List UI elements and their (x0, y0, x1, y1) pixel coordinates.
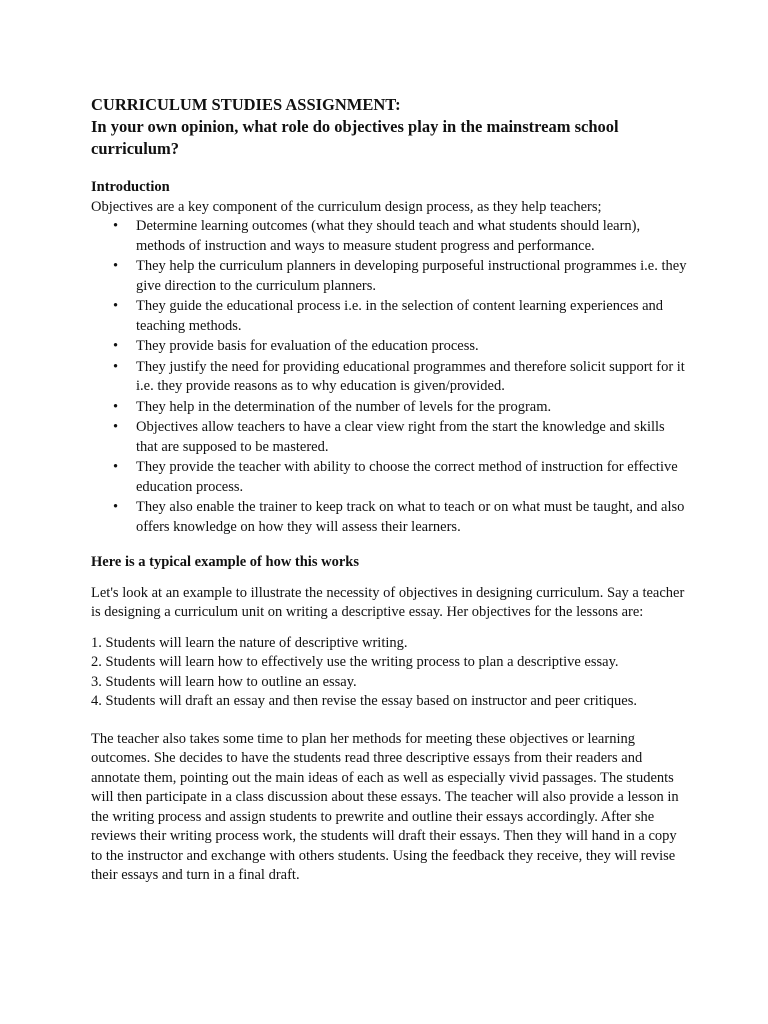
list-item-text: They help the curriculum planners in developing purposeful instructional programmes i.e. they give direction to the curriculum planners. (136, 258, 687, 294)
list-item-text: They also enable the trainer to keep track on what to teach or on what must be taught, and also offers knowledge on how they will assess their learners. (136, 499, 685, 535)
list-item-text: Determine learning outcomes (what they should teach and what students should learn), methods of instruction and ways to measure student progress and performance. (136, 218, 641, 254)
list-item-text: They guide the educational process i.e. in the selection of content learning experiences and teaching methods. (136, 298, 664, 334)
example-heading: Here is a typical example of how this works (91, 554, 359, 570)
list-item (91, 217, 688, 256)
bullet-icon: • (113, 459, 119, 475)
bullet-icon: • (113, 218, 119, 234)
list-item-text: They help in the determination of the number of levels for the program. (136, 398, 552, 415)
list-item (91, 458, 688, 497)
bullet-icon: • (113, 419, 119, 435)
introduction-heading: Introduction (91, 179, 170, 195)
document-title: CURRICULUM STUDIES ASSIGNMENT: (91, 95, 401, 114)
list-item (91, 398, 688, 418)
bullet-icon: • (113, 499, 119, 515)
list-item (91, 358, 688, 397)
bullet-icon: • (113, 358, 119, 375)
list-item (91, 498, 688, 537)
list-item-text: They provide the teacher with ability to choose the correct method of instruction for effective education process. (136, 459, 678, 495)
objective-item: 2. Students will learn how to effectively use the writing process to plan a descriptive essay. (91, 654, 619, 670)
list-item-text: They justify the need for providing educational programmes and therefore solicit support for it i.e. they provide reasons as to why education is given/provided. (136, 358, 685, 394)
objective-item: 3. Students will learn how to outline an essay. (91, 673, 357, 690)
objective-item: 1. Students will learn the nature of descriptive writing. (91, 634, 408, 651)
list-item-text: They provide basis for evaluation of the education process. (136, 338, 479, 354)
lesson-objectives-list (91, 634, 688, 712)
example-closing-paragraph: The teacher also takes some time to plan her methods for meeting these objectives or learning outcomes. She decides to have the students read three descriptive essays from their readers and annotate them, pointing out the main ideas of each as well as especially vivid passages. The students will then participate in a class discussion about these essays. The teacher will also provide a lesson in the writing process and assign students to prewrite and outline their essays accordingly. After she reviews their writing process work, the students will draft their essays. Then they will hand in a copy to the instructor and exchange with others students. Using the feedback they receive, they will revise their essays and turn in a final draft. (91, 730, 679, 883)
list-item (91, 297, 688, 336)
bullet-icon: • (113, 258, 119, 274)
bullet-icon: • (113, 398, 119, 415)
objectives-role-list (91, 217, 688, 537)
example-intro: Let's look at an example to illustrate the necessity of objectives in designing curriculum. Say a teacher is designing a curriculum unit on writing a descriptive essay. Her objectives for the lessons are: (91, 584, 685, 620)
objective-item: 4. Students will draft an essay and then revise the essay based on instructor and peer critiques. (91, 693, 638, 709)
bullet-icon: • (113, 338, 119, 354)
bullet-icon: • (113, 298, 119, 314)
list-item (91, 257, 688, 296)
list-item-text: Objectives allow teachers to have a clear view right from the start the knowledge and skills that are supposed to be mastered. (136, 419, 665, 455)
assignment-question: In your own opinion, what role do objectives play in the mainstream school curriculum? (91, 117, 619, 158)
list-item (91, 337, 688, 357)
introduction-lead: Objectives are a key component of the curriculum design process, as they help teachers; (91, 198, 602, 215)
list-item (91, 418, 688, 457)
